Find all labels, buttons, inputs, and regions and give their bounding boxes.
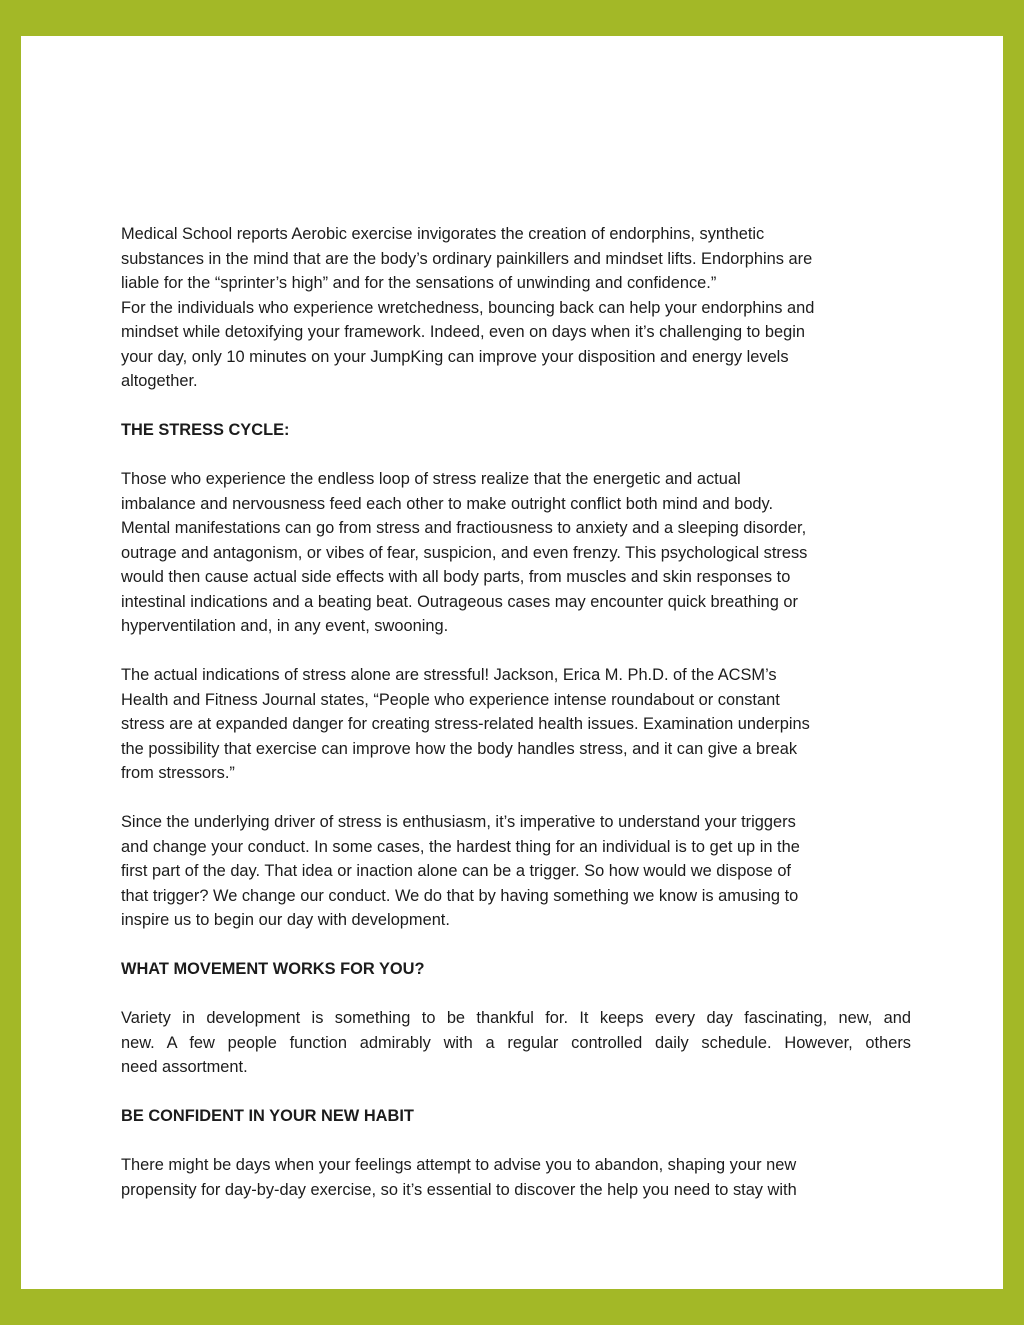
intro-paragraph xyxy=(121,222,911,296)
text-line: altogether. xyxy=(121,372,198,390)
stress-cycle-paragraph-1 xyxy=(121,467,911,639)
text-line: Mental manifestations can go from stress and fractiousness to anxiety and a sleeping disorder, xyxy=(121,519,807,537)
movement-paragraph xyxy=(121,1006,911,1080)
text-line: substances in the mind that are the body’s ordinary painkillers and mindset lifts. Endorphins are xyxy=(121,249,813,268)
text-line: Health and Fitness Journal states, “People who experience intense roundabout or constant xyxy=(121,690,780,709)
text-line: from stressors.” xyxy=(121,764,235,782)
text-line: For the individuals who experience wretchedness, bouncing back can help your endorphins and xyxy=(121,298,815,317)
text-line: new. A few people function admirably with a regular controlled daily schedule. However, others xyxy=(121,1033,911,1052)
text-line: hyperventilation and, in any event, swooning. xyxy=(121,617,449,635)
document-body xyxy=(121,222,911,1227)
text-line: would then cause actual side effects with all body parts, from muscles and skin responses to xyxy=(121,568,791,586)
text-line: The actual indications of stress alone are stressful! Jackson, Erica M. Ph.D. of the ACSM’s xyxy=(121,666,777,684)
text-line: Variety in development is something to be thankful for. It keeps every day fascinating, new, and xyxy=(121,1009,911,1027)
text-line: imbalance and nervousness feed each other to make outright conflict both mind and body. xyxy=(121,494,774,513)
text-line: liable for the “sprinter’s high” and for the sensations of unwinding and confidence.” xyxy=(121,274,717,292)
movement-heading: WHAT MOVEMENT WORKS FOR YOU? xyxy=(121,960,425,978)
depression-paragraph xyxy=(121,296,911,394)
text-line: first part of the day. That idea or inaction alone can be a trigger. So how would we dispose of xyxy=(121,862,791,880)
text-line: intestinal indications and a beating beat. Outrageous cases may encounter quick breathing or xyxy=(121,592,798,611)
habit-paragraph xyxy=(121,1153,911,1202)
text-line: mindset while detoxifying your framework. Indeed, even on days when it’s challenging to begin xyxy=(121,323,805,341)
text-line: and change your conduct. In some cases, the hardest thing for an individual is to get up in the xyxy=(121,837,800,856)
text-line: Since the underlying driver of stress is enthusiasm, it’s imperative to understand your triggers xyxy=(121,813,796,831)
stress-cycle-paragraph-2 xyxy=(121,663,911,786)
text-line: outrage and antagonism, or vibes of fear, suspicion, and even frenzy. This psychological stress xyxy=(121,543,808,562)
text-line: There might be days when your feelings attempt to advise you to abandon, shaping your new xyxy=(121,1156,797,1174)
text-line: propensity for day-by-day exercise, so it’s essential to discover the help you need to stay with xyxy=(121,1180,797,1199)
text-line: stress are at expanded danger for creating stress-related health issues. Examination underpins xyxy=(121,715,810,733)
stress-cycle-heading: THE STRESS CYCLE: xyxy=(121,421,290,439)
text-line: that trigger? We change our conduct. We do that by having something we know is amusing to xyxy=(121,886,799,905)
text-line: need assortment. xyxy=(121,1058,248,1076)
text-line: Those who experience the endless loop of stress realize that the energetic and actual xyxy=(121,470,741,488)
stress-cycle-paragraph-3 xyxy=(121,810,911,933)
text-line: inspire us to begin our day with development. xyxy=(121,911,450,929)
text-line: your day, only 10 minutes on your JumpKing can improve your disposition and energy levels xyxy=(121,347,789,366)
habit-heading: BE CONFIDENT IN YOUR NEW HABIT xyxy=(121,1107,414,1125)
text-line: the possibility that exercise can improve how the body handles stress, and it can give a break xyxy=(121,739,798,758)
text-line: Medical School reports Aerobic exercise invigorates the creation of endorphins, synthetic xyxy=(121,225,765,243)
document-page xyxy=(21,36,1003,1289)
